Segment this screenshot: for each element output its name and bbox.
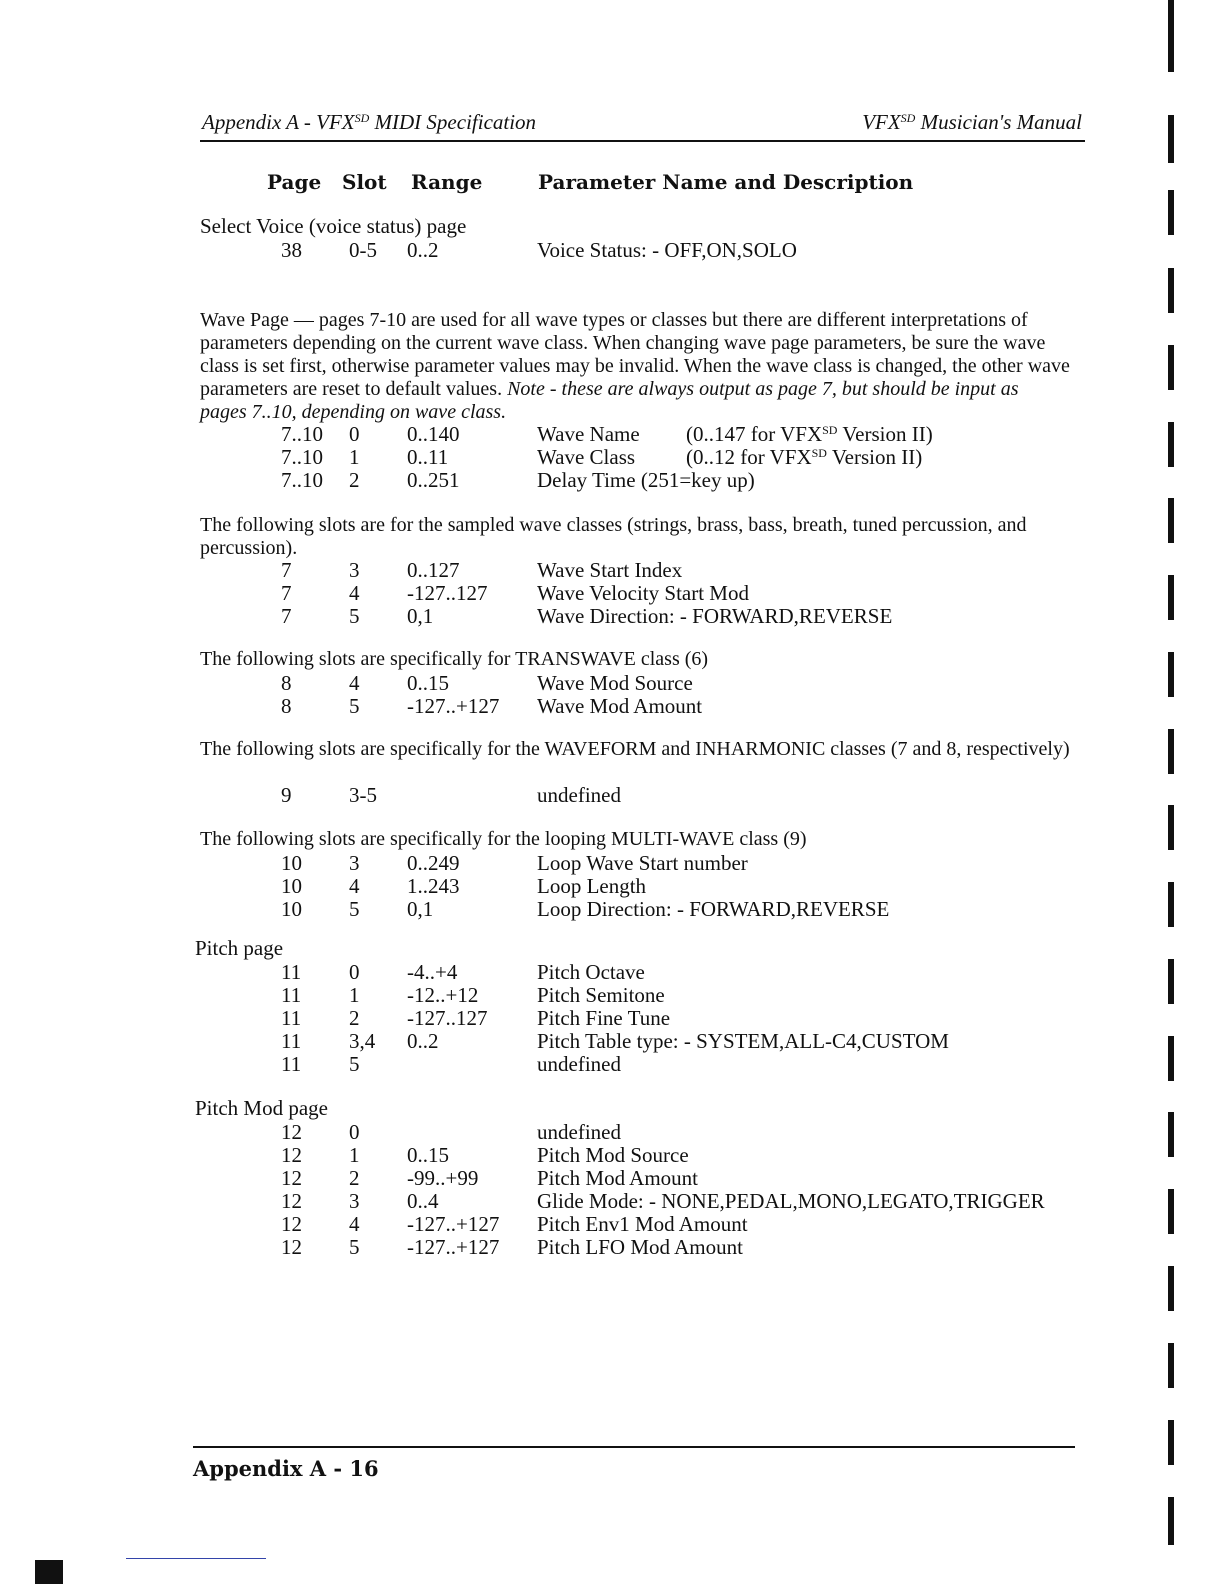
column-heading-page: Page (267, 170, 322, 194)
cell-slot: 5 (349, 1235, 360, 1259)
cell-page: 7 (281, 604, 292, 628)
binding-mark (1168, 1497, 1174, 1545)
cell-page: 7..10 (281, 422, 323, 446)
binding-mark (1168, 0, 1174, 72)
cell-range: 0..11 (407, 445, 449, 469)
cell-page: 8 (281, 671, 292, 695)
cell-page: 7..10 (281, 468, 323, 492)
cell-page: 8 (281, 694, 292, 718)
column-heading-slot: Slot (342, 170, 387, 194)
scan-artifact (35, 1560, 63, 1584)
binding-mark (1168, 345, 1174, 390)
cell-page: 11 (281, 1006, 302, 1030)
cell-description: Pitch Env1 Mod Amount (537, 1212, 748, 1236)
cell-slot: 4 (349, 1212, 360, 1236)
cell-slot: 0 (349, 422, 360, 446)
cell-slot: 3 (349, 851, 360, 875)
running-header-left: Appendix A - $VFX^{SD}$ MIDI Specification (202, 110, 537, 134)
cell-slot: 3-5 (349, 783, 377, 807)
cell-description: Loop Wave Start number (537, 851, 748, 875)
cell-description: Wave Mod Amount (537, 694, 703, 718)
cell-range: 1..243 (407, 874, 460, 898)
cell-slot: 2 (349, 1166, 360, 1190)
section-title-pitch-mod: Pitch Mod page (195, 1096, 328, 1120)
paragraph-wave-page (200, 309, 1070, 424)
cell-slot: 4 (349, 671, 360, 695)
cell-range: -127..127 (407, 1006, 488, 1030)
cell-slot: 0 (349, 1120, 360, 1144)
cell-slot: 0 (349, 960, 360, 984)
cell-range: 0..15 (407, 671, 449, 695)
cell-range: -4..+4 (407, 960, 458, 984)
cell-range: 0,1 (407, 604, 434, 628)
cell-slot: 5 (349, 1052, 360, 1076)
cell-page: 12 (281, 1212, 302, 1236)
cell-description: Voice Status: - OFF,ON,SOLO (537, 238, 797, 262)
paragraph-multiwave: The following slots are specifically for the looping MULTI-WAVE class (9) (200, 828, 807, 850)
cell-slot: 3 (349, 1189, 360, 1213)
binding-mark (1168, 1343, 1174, 1388)
binding-mark (1168, 115, 1174, 163)
cell-description: undefined (537, 1052, 621, 1076)
cell-page: 12 (281, 1189, 302, 1213)
cell-range: -127..+127 (407, 1212, 500, 1236)
cell-description: Pitch Mod Source (537, 1143, 689, 1167)
cell-slot: 5 (349, 694, 360, 718)
cell-range: -127..127 (407, 581, 488, 605)
cell-range: 0,1 (407, 897, 434, 921)
cell-range: 0..127 (407, 558, 460, 582)
cell-slot: 4 (349, 874, 360, 898)
cell-page: 12 (281, 1120, 302, 1144)
paragraph-transwave: The following slots are specifically for TRANSWAVE class (6) (200, 648, 709, 670)
cell-description: Loop Length (537, 874, 647, 898)
cell-slot: 5 (349, 604, 360, 628)
cell-description: Pitch Fine Tune (537, 1006, 671, 1030)
cell-range: 0..2 (407, 1029, 439, 1053)
binding-mark (1168, 575, 1174, 620)
cell-slot: 3 (349, 558, 360, 582)
binding-mark (1168, 652, 1174, 697)
cell-slot: 0-5 (349, 238, 377, 262)
cell-description: undefined (537, 783, 621, 807)
cell-range: 0..140 (407, 422, 460, 446)
cell-range: 0..2 (407, 238, 439, 262)
cell-description: Wave Mod Source (537, 671, 693, 695)
wave-page-intro: Wave Page — pages 7-10 are used for all wave types or classes but there are different interpretations of parameters depending on the current wave class. When changing wave page parameters, be sure the wave class is set first, otherwise parameter values may be invalid. When the wave class is changed, the other wave parameters are reset to default values. (200, 309, 1070, 400)
cell-page: 11 (281, 983, 302, 1007)
binding-mark (1168, 1266, 1174, 1311)
binding-mark (1168, 268, 1174, 313)
binding-mark (1168, 882, 1174, 927)
cell-slot: 1 (349, 1143, 360, 1167)
wave-page-note: Note - these are always output as page 7, but should be input as pages 7..10, depending on wave class. (200, 378, 1019, 423)
paragraph-sampled: The following slots are for the sampled wave classes (strings, brass, bass, breath, tuned percussion, and percussion). (200, 514, 1027, 559)
section-title-pitch: Pitch page (195, 936, 284, 960)
binding-mark (1168, 729, 1174, 774)
cell-description: Wave Name (537, 422, 640, 446)
cell-page: 38 (281, 238, 302, 262)
cell-note: (0..12 for $VFX^{SD}$ Version II) (686, 445, 923, 469)
cell-page: 12 (281, 1166, 302, 1190)
cell-page: 9 (281, 783, 292, 807)
cell-description: undefined (537, 1120, 621, 1144)
cell-range: 0..251 (407, 468, 460, 492)
cell-range: -12..+12 (407, 983, 479, 1007)
footer-rule (193, 1446, 1075, 1448)
cell-page: 10 (281, 874, 302, 898)
running-header-right: $VFX^{SD}$ Musician's Manual (862, 110, 1082, 134)
cell-description: Loop Direction: - FORWARD,REVERSE (537, 897, 890, 921)
cell-page: 10 (281, 897, 302, 921)
cell-description: Wave Direction: - FORWARD,REVERSE (537, 604, 893, 628)
scan-artifact-line (126, 1558, 266, 1559)
section-title-select-voice: Select Voice (voice status) page (200, 214, 467, 238)
paragraph-waveform: The following slots are specifically for the WAVEFORM and INHARMONIC classes (7 and 8, respectively) (200, 738, 1070, 760)
binding-mark (1168, 190, 1174, 235)
cell-description: Pitch Octave (537, 960, 645, 984)
binding-mark (1168, 1112, 1174, 1157)
cell-description: Pitch Table type: - SYSTEM,ALL-C4,CUSTOM (537, 1029, 949, 1053)
binding-mark (1168, 1420, 1174, 1465)
cell-page: 12 (281, 1235, 302, 1259)
cell-description: Pitch Semitone (537, 983, 665, 1007)
cell-description: Wave Velocity Start Mod (537, 581, 749, 605)
cell-page: 11 (281, 1029, 302, 1053)
cell-range: -127..+127 (407, 694, 500, 718)
header-rule (200, 140, 1085, 142)
binding-mark (1168, 1189, 1174, 1234)
cell-page: 7 (281, 581, 292, 605)
cell-slot: 2 (349, 468, 360, 492)
cell-range: 0..15 (407, 1143, 449, 1167)
cell-page: 7 (281, 558, 292, 582)
cell-slot: 3,4 (349, 1029, 376, 1053)
cell-page: 11 (281, 960, 302, 984)
page-number: Appendix A - 16 (193, 1456, 379, 1481)
cell-description: Wave Class (537, 445, 636, 469)
cell-slot: 1 (349, 983, 360, 1007)
cell-description: Wave Start Index (537, 558, 683, 582)
cell-slot: 4 (349, 581, 360, 605)
binding-mark (1168, 422, 1174, 467)
column-heading-description: Parameter Name and Description (538, 170, 914, 194)
cell-range: 0..4 (407, 1189, 439, 1213)
cell-page: 10 (281, 851, 302, 875)
cell-range: -99..+99 (407, 1166, 479, 1190)
cell-slot: 5 (349, 897, 360, 921)
binding-mark (1168, 805, 1174, 850)
cell-description: Glide Mode: - NONE,PEDAL,MONO,LEGATO,TRIGGER (537, 1189, 1045, 1213)
cell-page: 11 (281, 1052, 302, 1076)
cell-slot: 1 (349, 445, 360, 469)
cell-description: Pitch Mod Amount (537, 1166, 699, 1190)
binding-mark (1168, 959, 1174, 1004)
cell-range: 0..249 (407, 851, 460, 875)
cell-slot: 2 (349, 1006, 360, 1030)
cell-description: Delay Time (251=key up) (537, 468, 755, 492)
binding-mark (1168, 498, 1174, 543)
cell-description: Pitch LFO Mod Amount (537, 1235, 743, 1259)
cell-range: -127..+127 (407, 1235, 500, 1259)
column-heading-range: Range (411, 170, 483, 194)
cell-note: (0..147 for $VFX^{SD}$ Version II) (686, 422, 933, 446)
binding-mark (1168, 1036, 1174, 1081)
cell-page: 7..10 (281, 445, 323, 469)
cell-page: 12 (281, 1143, 302, 1167)
